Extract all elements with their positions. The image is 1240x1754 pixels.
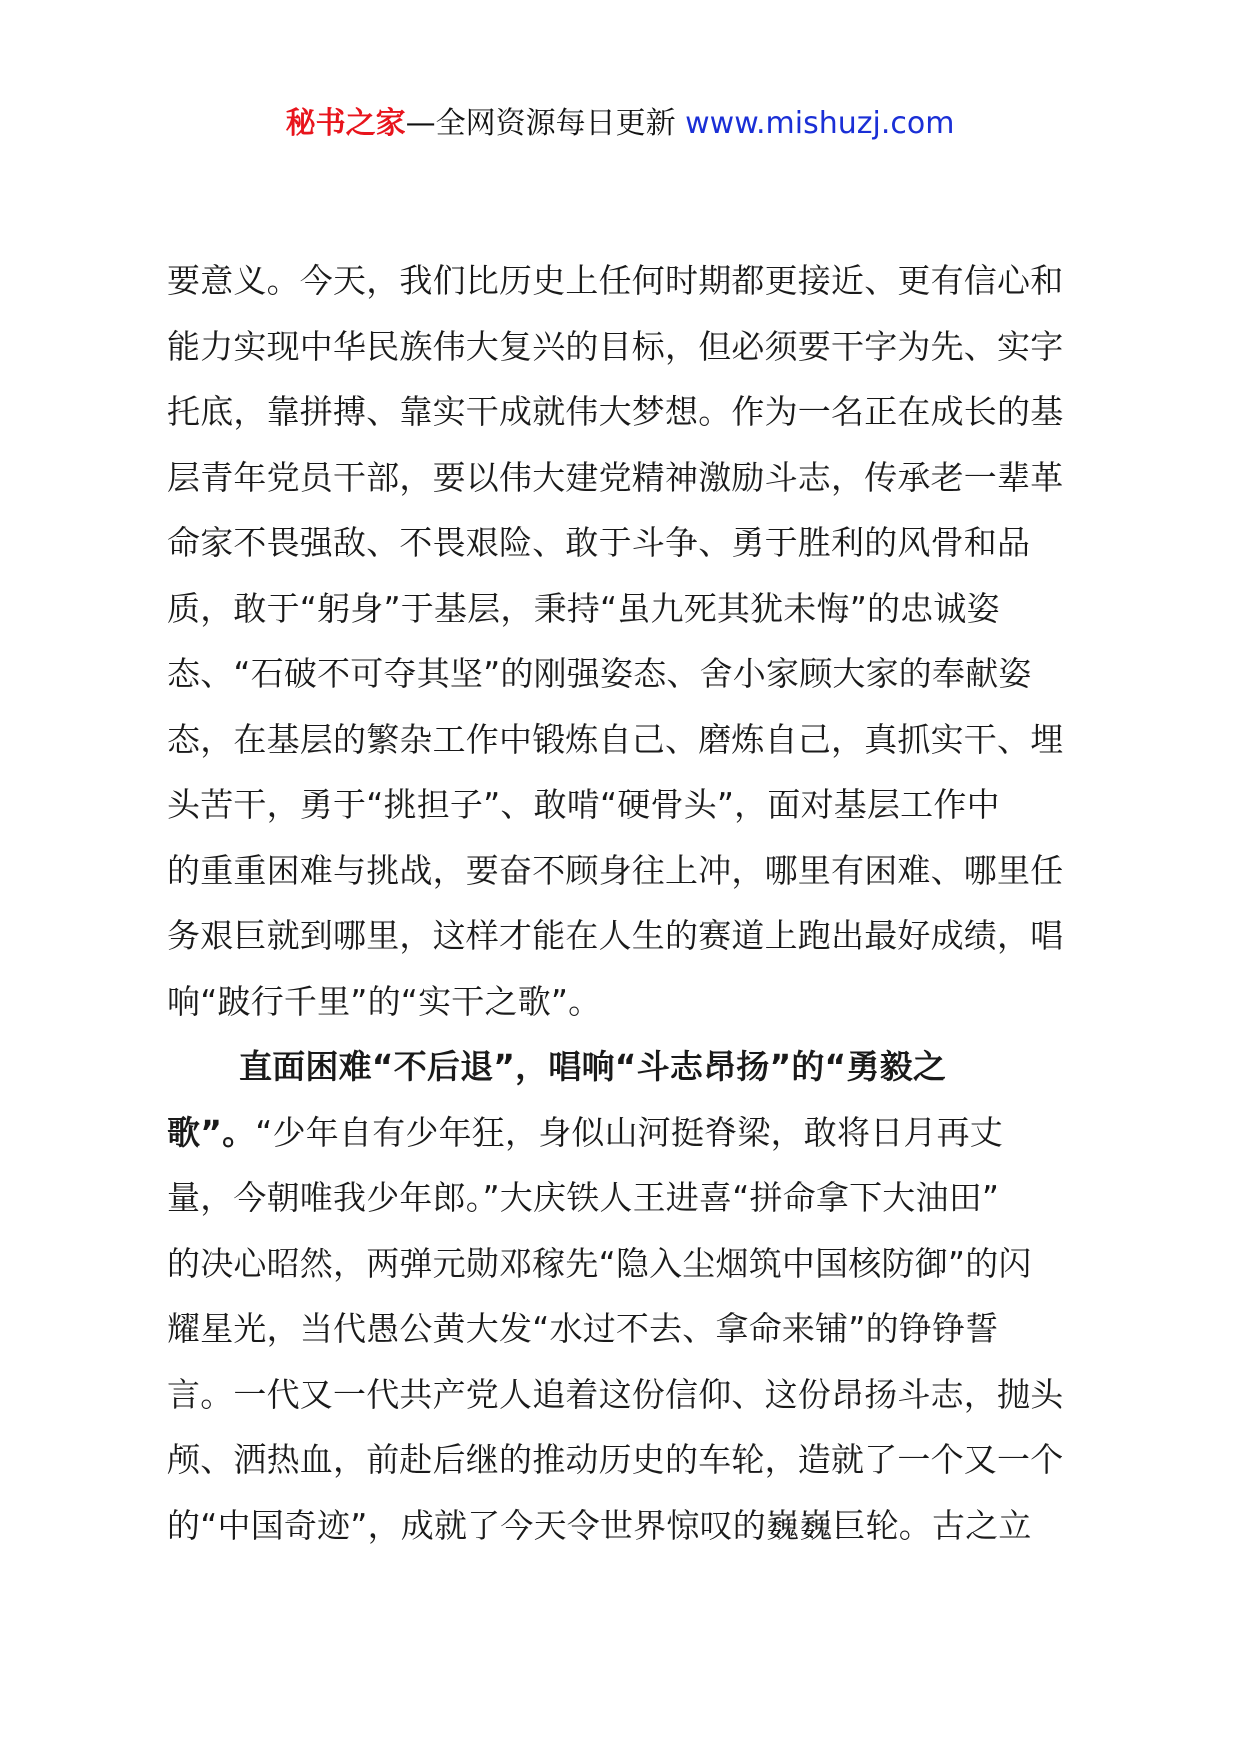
page-header (0, 104, 1240, 144)
text-line (167, 1100, 1077, 1166)
document-body (167, 248, 1077, 1558)
brand-name: 秘书之家 (285, 106, 406, 141)
text-line: 头苦干，勇于“挑担子”、敢啃“硬骨头”，面对基层工作中 (167, 785, 1000, 824)
text-line: 态、“石破不可夺其坚”的刚强姿态、舍小家顾大家的奉献姿 (167, 654, 1032, 693)
text-segment: “少年自有少年狂，身似山河挺脊梁，敢将日月再丈 (255, 1112, 1003, 1152)
text-line: 颅、洒热血，前赴后继的推动历史的车轮，造就了一个又一个 (167, 1440, 1064, 1479)
text-line: 的“中国奇迹”，成就了今天令世界惊叹的巍巍巨轮。古之立 (167, 1505, 1032, 1545)
text-line: 态，在基层的繁杂工作中锻炼自己、磨炼自己，真抓实干、埋 (167, 719, 1064, 759)
text-line: 量，今朝唯我少年郎。”大庆铁人王进喜“拼命拿下大油田” (167, 1178, 1000, 1217)
text-line: 言。一代又一代共产党人追着这份信仰、这份昂扬斗志，抛头 (167, 1374, 1064, 1414)
text-line: 质，敢于“躬身”于基层，秉持“虽九死其犹未悔”的忠诚姿 (167, 588, 1000, 628)
text-line: 能力实现中华民族伟大复兴的目标，但必须要干字为先、实字 (167, 326, 1064, 366)
text-line: 的重重困难与挑战，要奋不顾身往上冲，哪里有困难、哪里任 (167, 850, 1064, 890)
text-line: 耀星光，当代愚公黄大发“水过不去、拿命来铺”的铮铮誓 (167, 1309, 999, 1348)
text-line: 层青年党员干部，要以伟大建党精神激励斗志，传承老一辈革 (167, 457, 1064, 497)
section-heading-line: 直面困难“不后退”，唱响“斗志昂扬”的“勇毅之 (239, 1047, 947, 1086)
text-line: 托底，靠拼搏、靠实干成就伟大梦想。作为一名正在成长的基 (167, 392, 1064, 431)
text-line: 的决心昭然，两弹元勋邓稼先“隐入尘烟筑中国核防御”的闪 (167, 1243, 1032, 1283)
header-slogan: —全网资源每日更新 (405, 106, 686, 141)
text-line: 要意义。今天，我们比历史上任何时期都更接近、更有信心和 (167, 261, 1064, 300)
text-line: 命家不畏强敌、不畏艰险、敢于斗争、勇于胜利的风骨和品 (167, 523, 1031, 562)
text-line: 响“跛行千里”的“实干之歌”。 (167, 981, 602, 1021)
text-line: 务艰巨就到哪里，这样才能在人生的赛道上跑出最好成绩，唱 (167, 916, 1064, 955)
website-link[interactable]: www.mishuzj.com (685, 106, 955, 141)
section-heading-end: 歌”。 (167, 1112, 256, 1152)
